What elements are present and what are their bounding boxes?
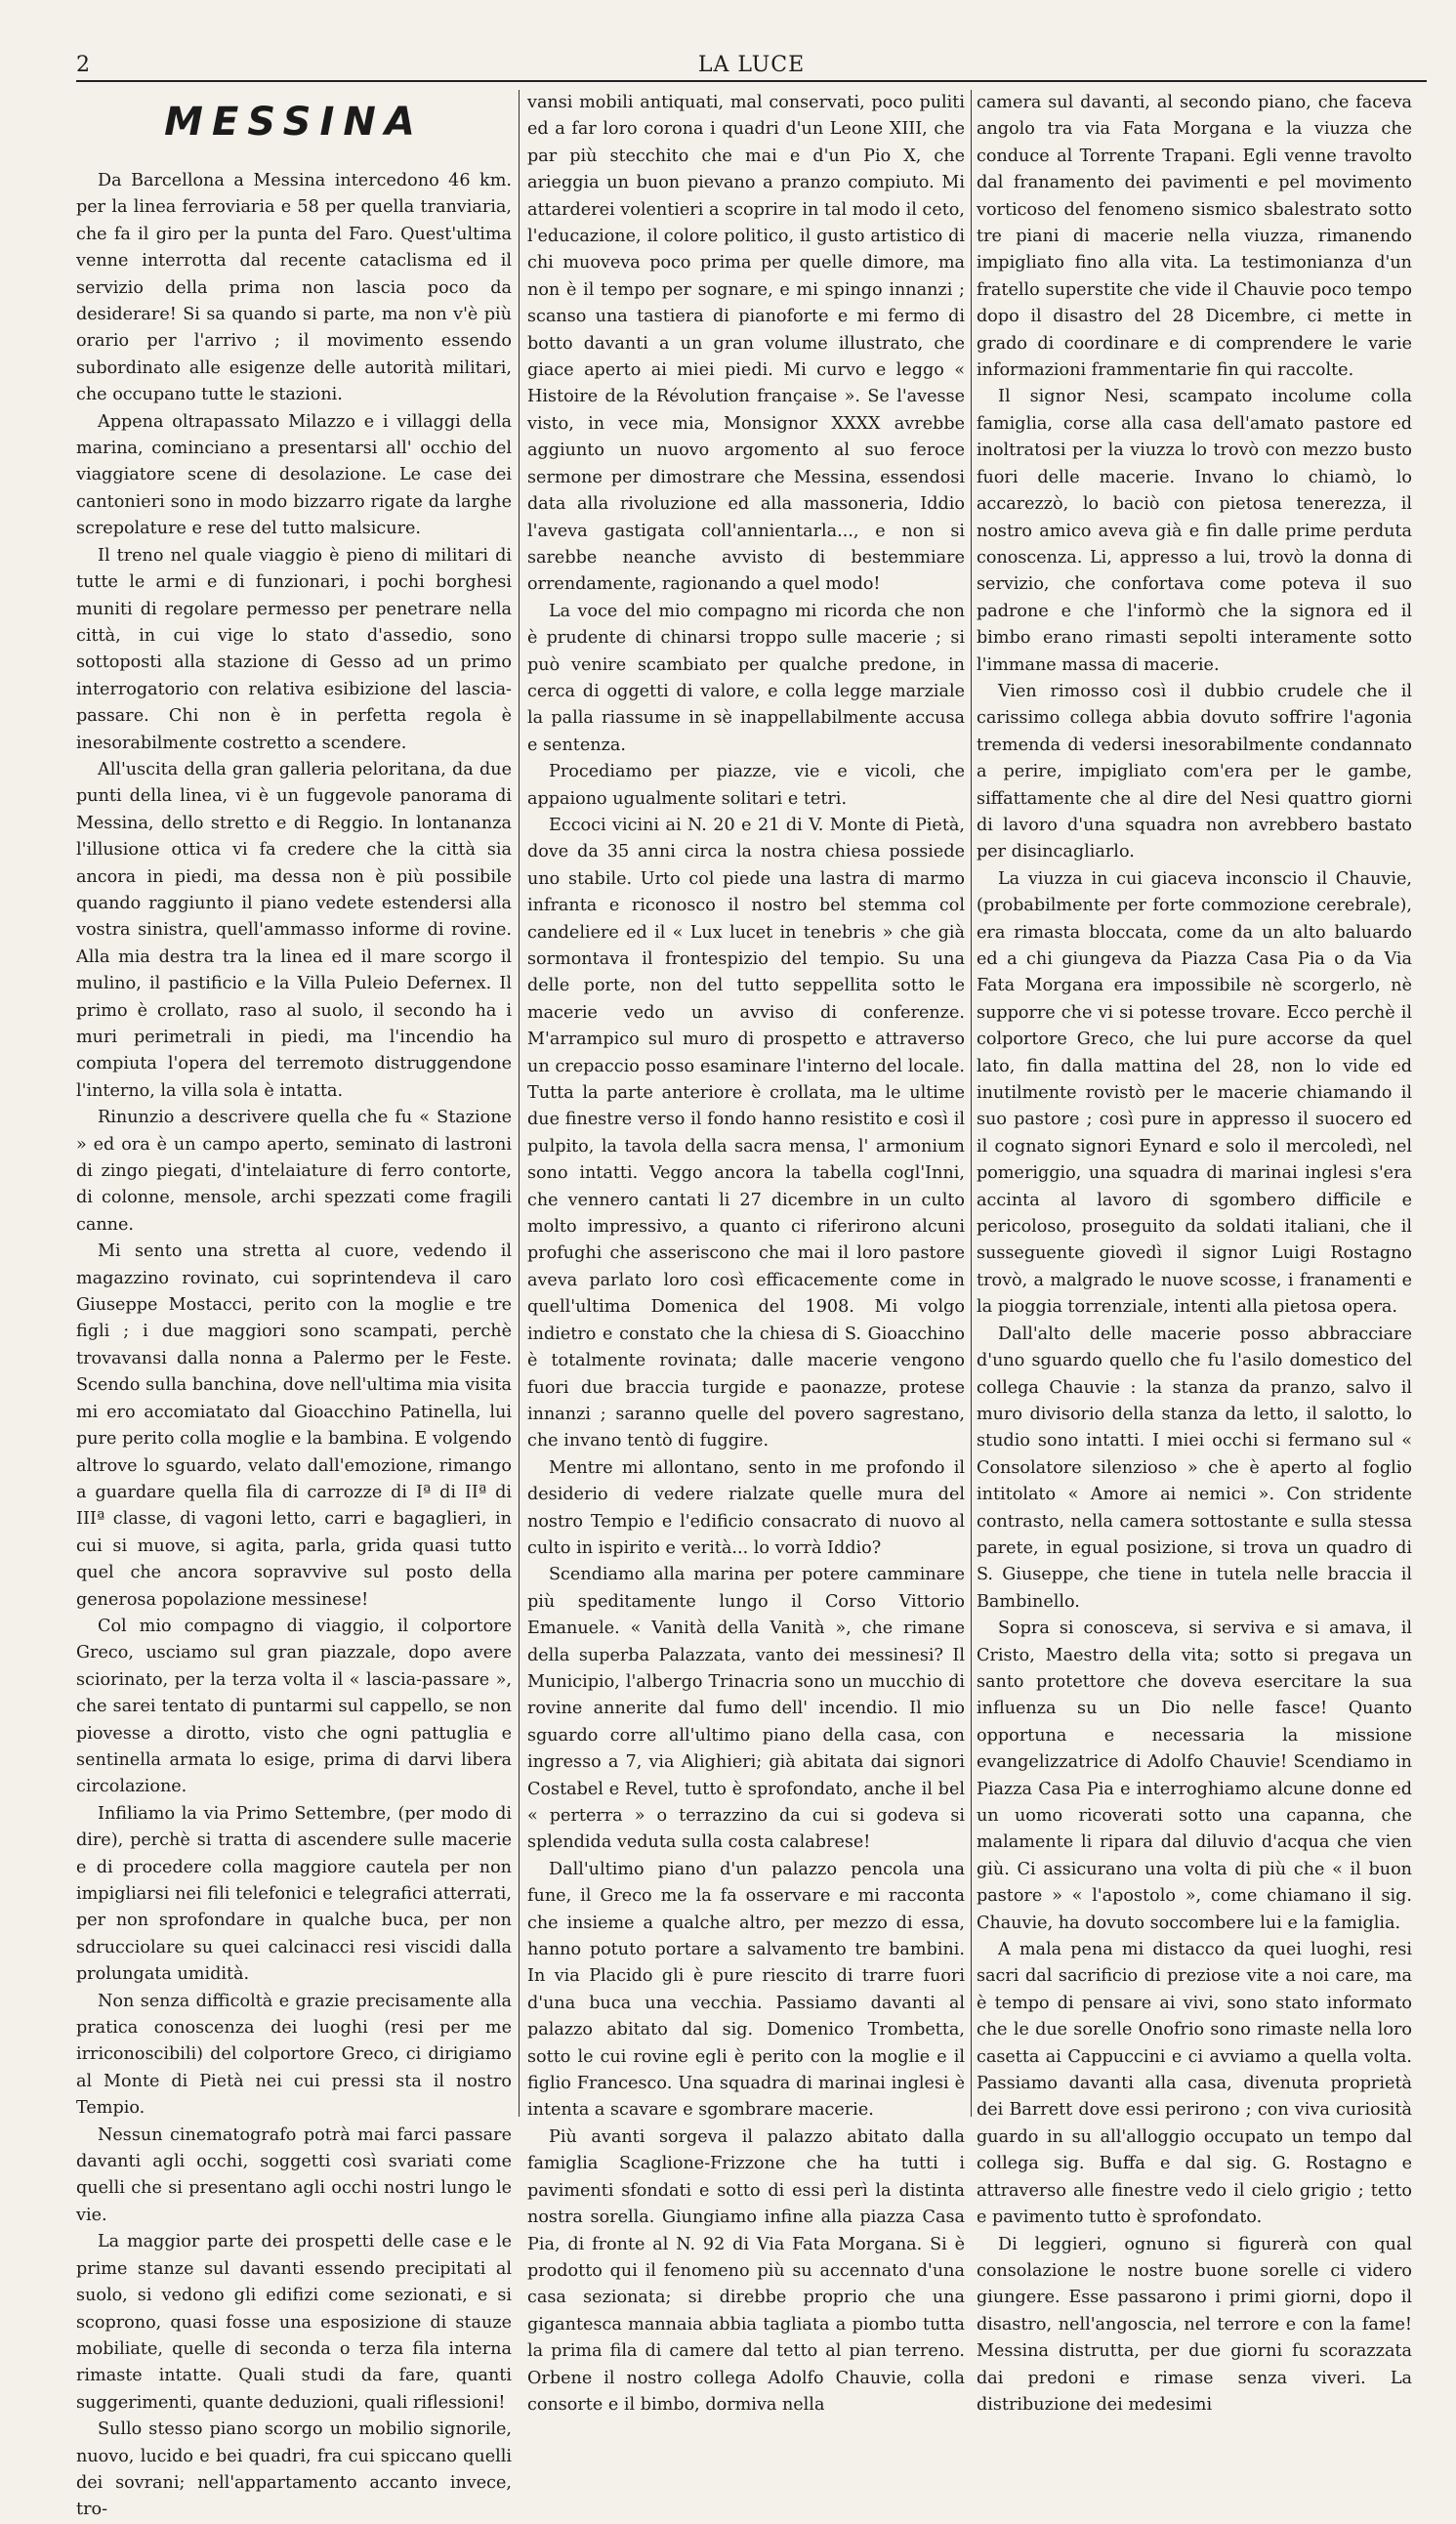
article-column-3 <box>977 90 1412 2415</box>
paragraph: La viuzza in cui giaceva inconscio il Chauvie, (probabilmente per forte commozione cerebrale), era rimasta bloccata, come da un alto baluardo ed a chi giungeva da Piazza Casa Pia o da Via Fata Morgana era impossibile nè scorgerlo, nè supporre che vi si potesse trovare. Ecco perchè il colportore Greco, che lui pure accorse da quel lato, fin dalla mattina del 28, non lo vide ed inutilmente rovistò per le macerie chiamando il suo pastore ; così pure in appresso il suocero ed il cognato signori Eynard e solo il mercoledì, nel pomeriggio, una squadra di marinai inglesi s'era accinta al lavoro di sgombero difficile e pericoloso, proseguito da soldati italiani, che il susseguente giovedì il signor Luigi Rostagno trovò, a malgrado le nuove scosse, i franamenti e la pioggia torrenziale, intenti alla pietosa opera. <box>977 868 1412 1318</box>
column-divider <box>971 90 972 2117</box>
paragraph: Vien rimosso così il dubbio crudele che il carissimo collega abbia dovuto soffrire l'agonia tremenda di vedersi inesorabilmente condannato a perire, impigliato com'era per le gambe, siffattamente che al dire del Nesi quattro giorni di lavoro d'una squadra non avrebbero bastato per disincagliarlo. <box>977 681 1412 862</box>
paragraph: Rinunzio a descrivere quella che fu « Stazione » ed ora è un campo aperto, seminato di lastroni di zingo piegati, d'intelaiature di ferro contorte, di colonne, mensole, archi spezzati come fragili canne. <box>76 1108 512 1235</box>
paragraph: Il treno nel quale viaggio è pieno di militari di tutte le armi e di funzionari, i pochi borghesi muniti di regolare permesso per penetrare nella città, in cui vige lo stato d'assedio, sono sottoposti alla stazione di Gesso ad un primo interrogatorio con relativa esibizione del lascia-passare. Chi non è in perfetta regola è inesorabilmente costretto a scendere. <box>76 545 512 753</box>
paragraph: Appena oltrapassato Milazzo e i villaggi della marina, cominciano a presentarsi all' occhio del viaggiatore scene di desolazione. Le case dei cantonieri sono in modo bizzarro rigate da larghe screpolature e rese del tutto malsicure. <box>76 411 512 539</box>
paragraph: vansi mobili antiquati, mal conservati, poco puliti ed a far loro corona i quadri d'un Leone XIII, che par più stecchito che mai e d'un Pio X, che arieggia un buon pievano a pranzo compiuto. Mi attarderei volentieri a scoprire in tal modo il ceto, l'educazione, il colore politico, il gusto artistico di chi muoveva poco prima per quelle dimore, ma non è il tempo per sognare, e mi spingo innanzi ; scanso una tastiera di pianoforte e mi fermo di botto davanti a un gran volume illustrato, che giace aperto ai miei piedi. Mi curvo e leggo « Histoire de la Révolution française ». Se l'avesse visto, in vece mia, Monsignor XXXX avrebbe aggiunto un nuovo argomento al suo feroce sermone per dimostrare che Messina, essendosi data alla rivoluzione ed alla massoneria, Iddio l'aveva gastigata coll'annientarla..., e non si sarebbe neanche avvisto di bestemmiare orrendamente, ragionando a quel modo! <box>527 93 965 595</box>
column-2-body <box>527 90 965 2419</box>
header-rule <box>76 80 1427 82</box>
paragraph: Più avanti sorgeva il palazzo abitato dalla famiglia Scaglione-Frizzone che ha tutti i pavimenti sfondati e sotto di essi perì la distinta nostra sorella. Giungiamo infine alla piazza Casa Pia, di fronte al N. 92 di Via Fata Morgana. Si è prodotto qui il fenomeno più su accennato d'una casa sezionata; si direbbe proprio che una gigantesca mannaia abbia tagliata a piombo tutta la prima fila di camere dal tetto al pian terreno. Orbene il nostro collega Adolfo Chauvie, colla consorte e il bimbo, dormiva nella <box>527 2126 965 2415</box>
article-column-2 <box>527 90 965 2415</box>
paragraph: La voce del mio compagno mi ricorda che non è prudente di chinarsi troppo sulle macerie ; si può venire scambiato per qualche predone, in cerca di oggetti di valore, e colla legge marziale la palla riassume in sè inappellabilmente accusa e sentenza. <box>527 601 965 755</box>
paragraph: Mi sento una stretta al cuore, vedendo il magazzino rovinato, cui soprintendeva il caro Giuseppe Mostacci, perito con la moglie e tre figli ; i due maggiori sono scampati, perchè trovavansi dalla nonna a Palermo per le Feste. Scendo sulla banchina, dove nell'ultima mia visita mi ero accomiatato dal Gioacchino Patinella, lui pure perito colla moglie e la bambina. E volgendo altrove lo sguardo, velato dall'emozione, rimango a guardare quella fila di carrozze di Iª di IIª di IIIª classe, di vagoni letto, carri e bagaglieri, in cui si muove, si agita, parla, grida quasi tutto quel che ancora sopravvive sul posto della generosa popolazione messinese! <box>76 1241 512 1610</box>
paragraph: camera sul davanti, al secondo piano, che faceva angolo tra via Fata Morgana e la viuzza che conduce al Torrente Trapani. Egli venne travolto dal franamento dei pavimenti e pel movimento vorticoso del fenomeno sismico sbalestrato sotto tre piani di macerie nella viuzza, rimanendo impigliato fino alla vita. La testimonianza d'un fratello superstite che vide il Chauvie poco tempo dopo il disastro del 28 Dicembre, ci mette in grado di coordinare e di comprendere le varie informazioni frammentarie fin qui raccolte. <box>977 93 1412 381</box>
paragraph: A mala pena mi distacco da quei luoghi, resi sacri dal sacrificio di preziose vite a noi care, ma è tempo di pensare ai vivi, sono stato informato che le due sorelle Onofrio sono rimaste nella loro casetta ai Cappuccini e ci avviamo a quella volta. Passiamo davanti alla casa, divenuta proprietà dei Barrett dove essi perirono ; con viva curiosità guardo in su all'alloggio occupato un tempo dal collega sig. Buffa e dal sig. G. Rostagno e attraverso alle finestre vedo il cielo grigio ; tetto e pavimento tutto è sprofondato. <box>977 1940 1412 2228</box>
column-1-body <box>76 168 512 2524</box>
article-title: MESSINA <box>164 100 424 145</box>
page-header <box>76 49 1427 88</box>
paragraph: Il signor Nesi, scampato incolume colla famiglia, corse alla casa dell'amato pastore ed inoltratosi per la viuzza lo trovò con mezzo busto fuori delle macerie. Invano lo chiamò, lo accarezzò, lo baciò con pietosa tenerezza, il nostro amico aveva già e fin dalle prime perduta conoscenza. Li, appresso a lui, trovò la donna di servizio, che confortava come poteva il suo padrone e che l'informò che la signora ed il bimbo erano rimasti sepolti interamente sotto l'immane massa di macerie. <box>977 387 1412 675</box>
paragraph: All'uscita della gran galleria peloritana, da due punti della linea, vi è un fuggevole panorama di Messina, dello stretto e di Reggio. In lontananza l'illusione ottica vi fa credere che la città sia ancora in piedi, ma dessa non è più possibile quando raggiunto il piano vedete estendersi alla vostra sinistra, quell'ammasso informe di rovine. Alla mia destra tra la linea ed il mare scorgo il mulino, il pastificio e la Villa Puleio Defernex. Il primo è crollato, raso al suolo, il secondo ha i muri perimetrali in piedi, ma l'incendio ha compiuta l'opera del terremoto distruggendone l'interno, la villa sola è intatta. <box>76 759 512 1101</box>
column-divider <box>519 90 520 2117</box>
paragraph: La maggior parte dei prospetti delle case e le prime stanze sul davanti essendo precipitati al suolo, si vedono gli edifizi come sezionati, e si scoprono, quasi fosse una esposizione di stauze mobiliate, quelle di seconda o terza fila interna rimaste intatte. Quali studi da fare, quanti suggerimenti, quante deduzioni, quali riflessioni! <box>76 2232 512 2413</box>
paragraph: Nessun cinematografo potrà mai farci passare davanti agli occhi, soggetti così svariati come quelli che si presentano agli occhi nostri lungo le vie. <box>76 2124 512 2225</box>
running-title: LA LUCE <box>697 53 806 77</box>
paragraph: Sullo stesso piano scorgo un mobilio signorile, nuovo, lucido e bei quadri, fra cui spiccano quelli dei sovrani; nell'appartamento accanto invece, tro- <box>76 2419 512 2520</box>
paragraph: Di leggieri, ognuno si figurerà con qual consolazione le nostre buone sorelle ci videro giungere. Esse passarono i primi giorni, dopo il disastro, nell'angoscia, nel terrore e con la fame! Messina distrutta, per due giorni fu scorazzata dai predoni e rimase senza viveri. La distribuzione dei medesimi <box>977 2234 1412 2415</box>
paragraph: Dall'ultimo piano d'un palazzo pencola una fune, il Greco me la fa osservare e mi racconta che insieme a qualche altro, per mezzo di essa, hanno potuto portare a salvamento tre bambini. In via Placido gli è pure riescito di trarre fuori d'una buca una vecchia. Passiamo davanti al palazzo abitato dal sig. Domenico Trombetta, sotto le cui rovine egli è perito con la moglie e il figlio Francesco. Una squadra di marinai inglesi è intenta a scavare e sgombrare macerie. <box>527 1859 965 2121</box>
paragraph: Col mio compagno di viaggio, il colportore Greco, usciamo sul gran piazzale, dopo avere sciorinato, per la terza volta il « lascia-passare », che sarei tentato di puntarmi sul cappello, se non piovesse a dirotto, visto che ogni pattuglia e sentinella armata lo esige, prima di darvi libera circolazione. <box>76 1616 512 1797</box>
paragraph: Scendiamo alla marina per potere camminare più speditamente lungo il Corso Vittorio Emanuele. « Vanità della Vanità », che rimane della superba Palazzata, vanto dei messinesi? Il Municipio, l'albergo Trinacria sono un mucchio di rovine annerite dal fumo dell' incendio. Il mio sguardo corre all'ultimo piano della casa, con ingresso a 7, via Alighieri; già abitata dai signori Costabel e Revel, tutto è sprofondato, anche il bel « perterra » o terrazzino da cui si godeva si splendida veduta sulla costa calabrese! <box>527 1565 965 1853</box>
column-3-body <box>977 90 1412 2419</box>
page-number: 2 <box>76 53 90 77</box>
article-column-1 <box>76 90 512 2520</box>
paragraph: Non senza difficoltà e grazie precisamente alla pratica conoscenza dei luoghi (resi per me irriconoscibili) del colportore Greco, ci dirigiamo al Monte di Pietà nei cui pressi sta il nostro Tempio. <box>76 1991 512 2119</box>
paragraph: Infiliamo la via Primo Settembre, (per modo di dire), perchè si tratta di ascendere sulle macerie e di procedere colla maggiore cautela per non impigliarsi nei fili telefonici e telegrafici atterrati, per non sprofondare in qualche buca, per non sdrucciolare su quei calcinacci resi viscidi dalla prolungata umidità. <box>76 1803 512 1985</box>
paragraph: Dall'alto delle macerie posso abbracciare d'uno sguardo quello che fu l'asilo domestico del collega Chauvie : la stanza da pranzo, salvo il muro divisorio della stanza da letto, il salotto, lo studio sono intatti. I miei occhi si fermano sul « Consolatore silenzioso » che è aperto al foglio intitolato « Amore ai nemici ». Con stridente contrasto, nella camera sottostante e sulla stessa parete, in egual posizione, si trova un quadro di S. Giuseppe, che tiene in tutela nelle braccia il Bambinello. <box>977 1324 1412 1612</box>
paragraph: Eccoci vicini ai N. 20 e 21 di V. Monte di Pietà, dove da 35 anni circa la nostra chiesa possiede uno stabile. Urto col piede una lastra di marmo infranta e riconosco il nostro bel stemma col candeliere ed il « Lux lucet in tenebris » che già sormontava il frontespizio del tempio. Su una delle porte, non del tutto seppellita sotto le macerie vedo un avviso di conferenze. M'arrampico sul muro di prospetto e attraverso un crepaccio posso esaminare l'interno del locale. Tutta la parte anteriore è crollata, ma le ultime due finestre verso il fondo hanno resistito e così il pulpito, la tavola della sacra mensa, l' armonium sono intatti. Veggo ancora la tabella cogl'Inni, che vennero cantati li 27 dicembre in un culto molto impressivo, a quanto ci riferirono alcuni profughi che asseriscono che mai il loro pastore aveva parlato loro così efficacemente come in quell'ultima Domenica del 1908. Mi volgo indietro e constato che la chiesa di S. Gioacchino è totalmente rovinata; dalle macerie vengono fuori due braccia turgide e paonazze, protese innanzi ; saranno quelle del povero sagrestano, che invano tentò di fuggire. <box>527 815 965 1451</box>
paragraph: Procediamo per piazze, vie e vicoli, che appaiono ugualmente solitari e tetri. <box>527 762 965 809</box>
paragraph: Sopra si conosceva, si serviva e si amava, il Cristo, Maestro della vita; sotto si pregava un santo protettore che doveva esercitare la sua influenza su un Dio nelle fasce! Quanto opportuna e necessaria la missione evangelizzatrice di Adolfo Chauvie! Scendiamo in Piazza Casa Pia e interroghiamo alcune donne ed un uomo ricoverati sotto una capanna, che malamente li ripara dal diluvio d'acqua che vien giù. Ci assicurano una volta di più che « il buon pastore » « l'apostolo », come chiamano il sig. Chauvie, ha dovuto soccombere lui e la famiglia. <box>977 1619 1412 1933</box>
paragraph: Mentre mi allontano, sento in me profondo il desiderio di vedere rialzate quelle mura del nostro Tempio e l'edificio consacrato di nuovo al culto in ispirito e verità... lo vorrà Iddio? <box>527 1457 965 1558</box>
paragraph: Da Barcellona a Messina intercedono 46 km. per la linea ferroviaria e 58 per quella tranviaria, che fa il giro per la punta del Faro. Quest'ultima venne interrotta dal recente cataclisma ed il servizio della prima non lascia poco da desiderare! Si sa quando si parte, ma non v'è più orario per l'arrivo ; il movimento essendo subordinato alle esigenze delle autorità militari, che occupano tutte le stazioni. <box>76 171 512 405</box>
